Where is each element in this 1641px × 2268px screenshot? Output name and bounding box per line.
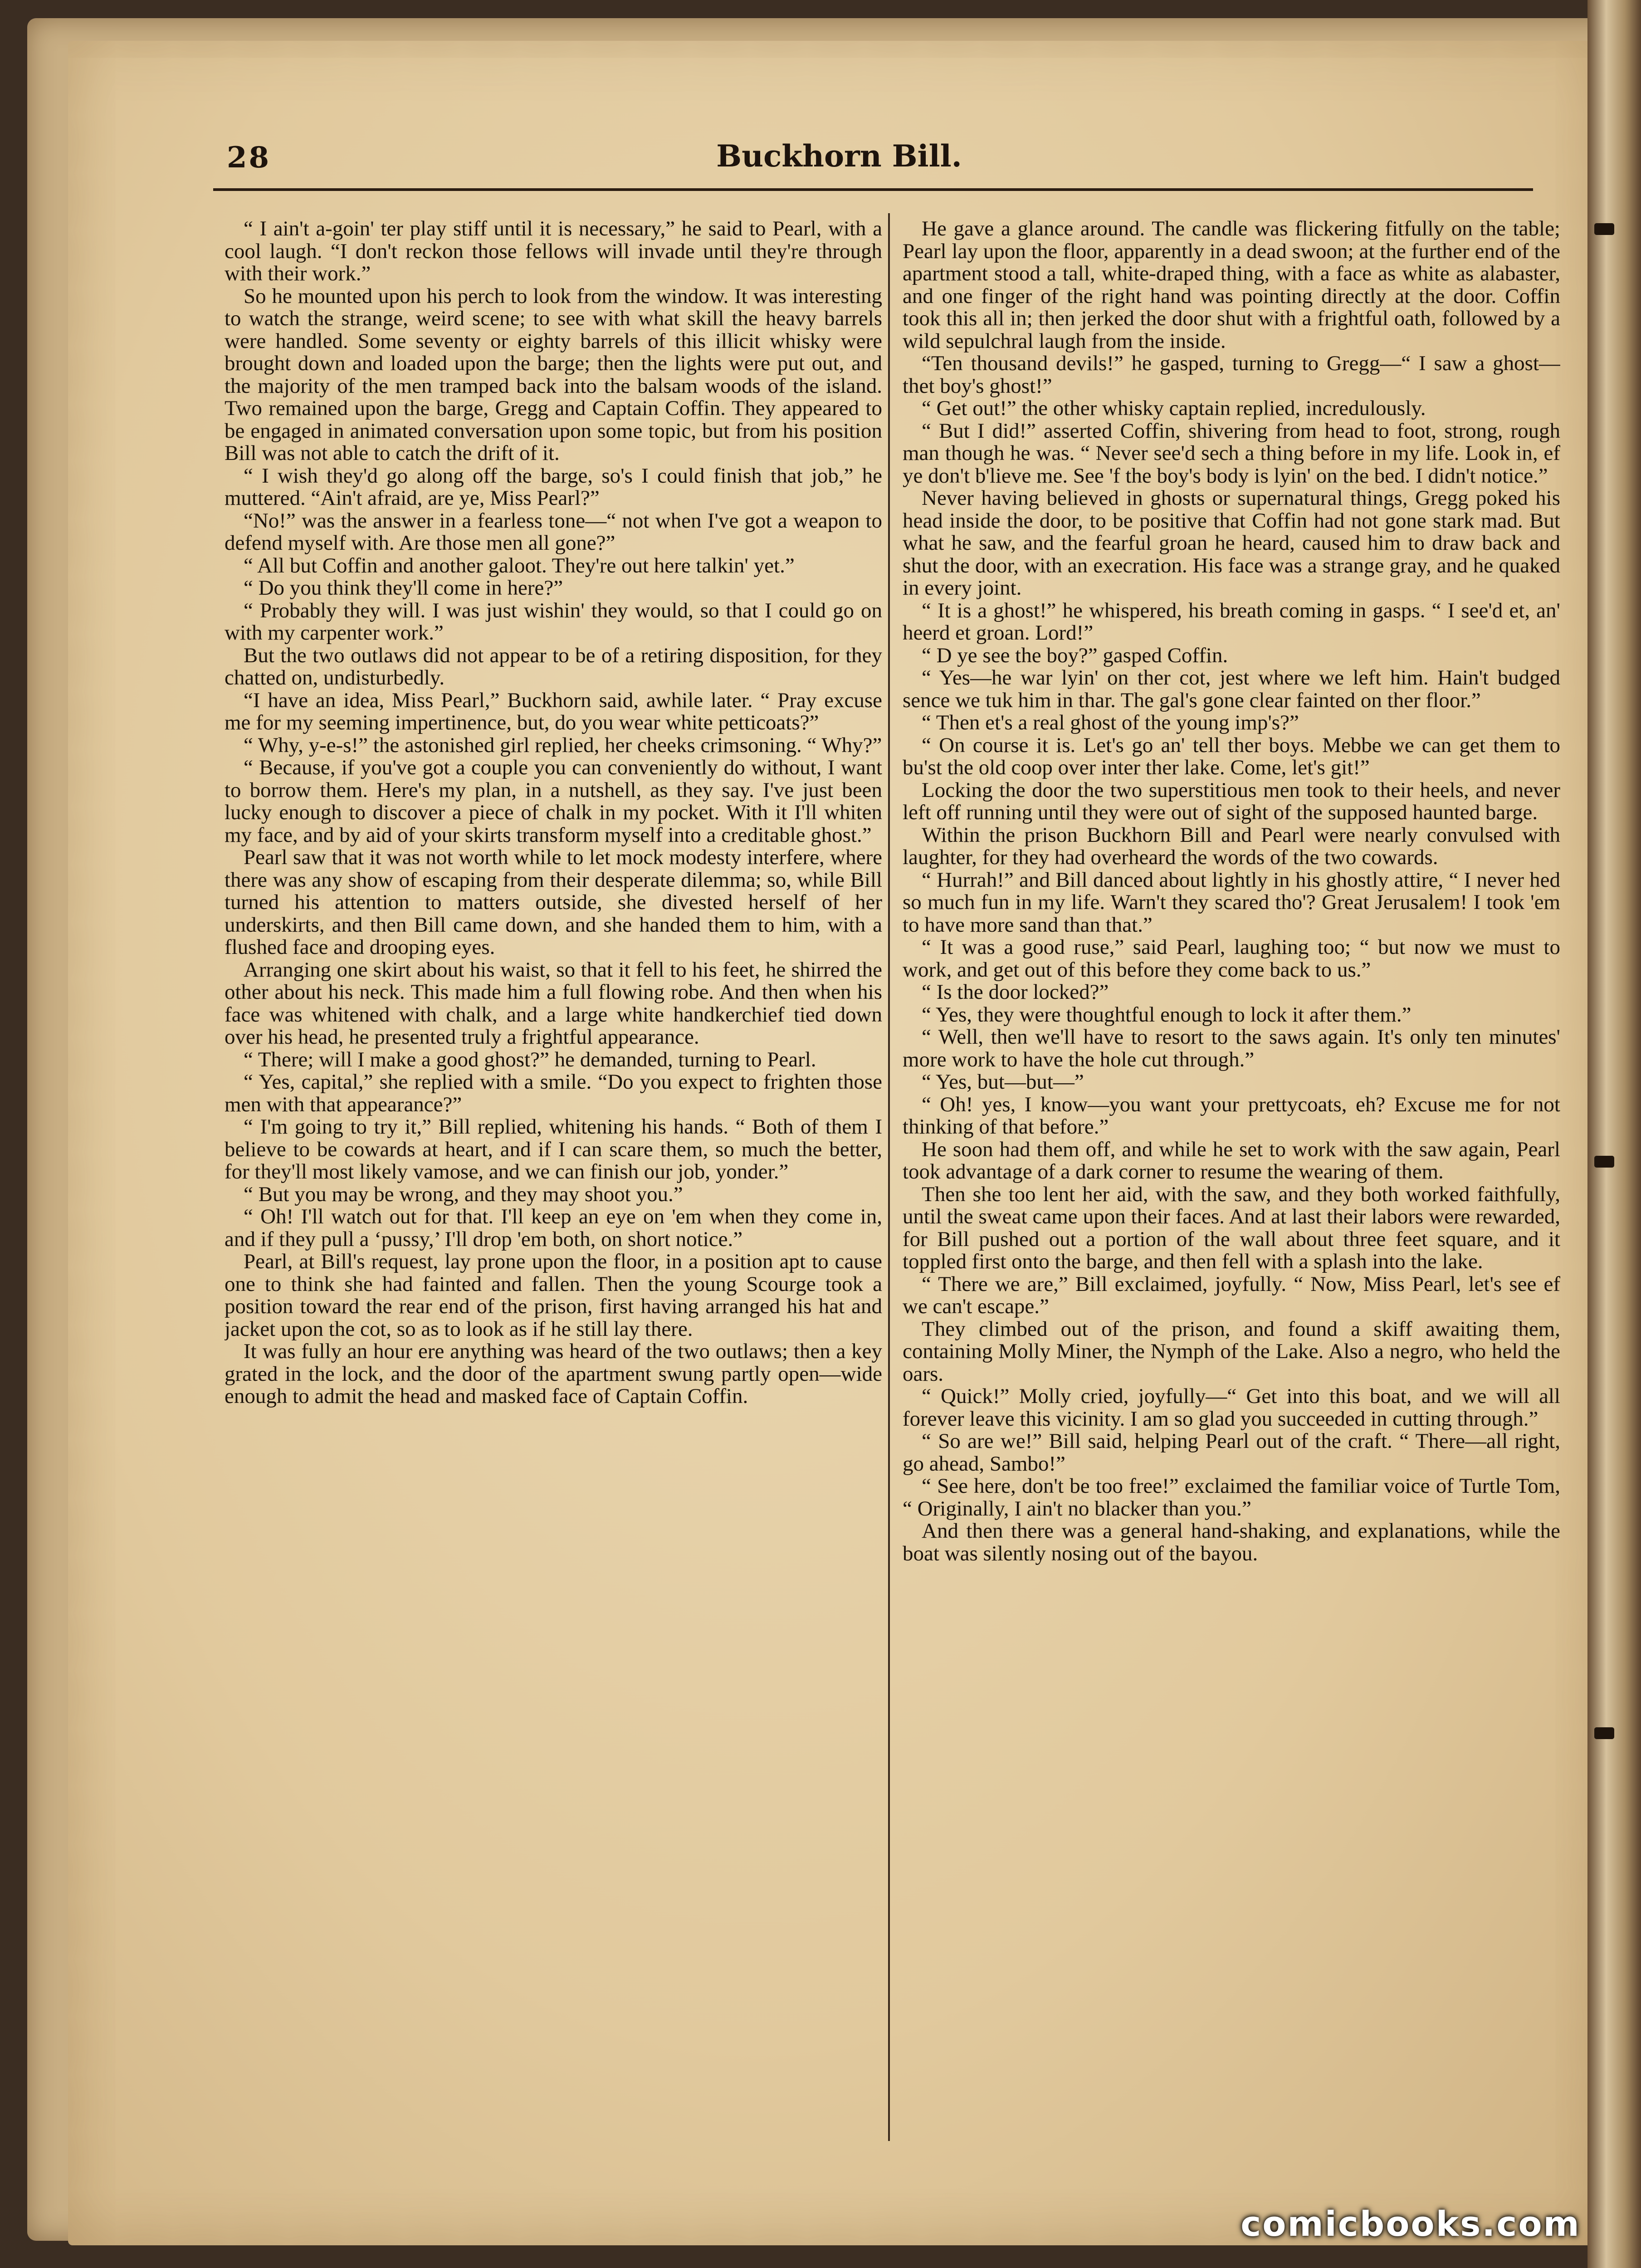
paragraph: “ There; will I make a good ghost?” he demanded, turning to Pearl. bbox=[244, 1047, 816, 1071]
paragraph: “ Quick!” Molly cried, joyfully—“ Get into this boat, and we will all forever leave this vicinity. I am so glad you succeeded in cutting through.” bbox=[903, 1384, 1560, 1431]
paragraph: Never having believed in ghosts or supernatural things, Gregg poked his head inside the door, to be positive that Coffin had not gone stark mad. But what he saw, and the fearful groan he heard, caused him to draw back and shut the door, with an execration. His face was a strange gray, and he quaked in every joint. bbox=[903, 486, 1560, 600]
paragraph: So he mounted upon his perch to look from the window. It was interesting to watch the strange, weird scene; to see with what skill the heavy barrels were handled. Some seventy or eighty barrels of this illicit whisky were brought down and loaded upon the barge; then the lights were put out, and the majority of the men tramped back into the balsam woods of the island. Two remained upon the barge, Gregg and Captain Coffin. They appeared to be engaged in animated conversation upon some topic, but from his position Bill was not able to catch the drift of it. bbox=[225, 284, 882, 465]
paragraph: Within the prison Buckhorn Bill and Pearl were nearly convulsed with laughter, for they had overheard the words of the two cowards. bbox=[903, 823, 1560, 869]
paragraph: “No!” was the answer in a fearless tone—“ not when I've got a weapon to defend myself with. Are those men all gone?” bbox=[225, 508, 882, 555]
paragraph: “Ten thousand devils!” he gasped, turning to Gregg—“ I saw a ghost—thet boy's ghost!” bbox=[903, 352, 1560, 398]
paragraph: “ Get out!” the other whisky captain replied, incredulously. bbox=[922, 396, 1426, 420]
paragraph: And then there was a general hand-shaking, and explanations, while the boat was silently nosing out of the bayou. bbox=[903, 1519, 1560, 1565]
paragraph: “ Probably they will. I was just wishin' they would, so that I could go on with my carpenter work.” bbox=[225, 598, 882, 645]
paragraph: “ So are we!” Bill said, helping Pearl out of the craft. “ There—all right, go ahead, Sambo!” bbox=[903, 1429, 1560, 1476]
paragraph: They climbed out of the prison, and found a skiff awaiting them, containing Molly Miner, the Nymph of the Lake. Also a negro, who held the oars. bbox=[903, 1317, 1560, 1386]
paragraph: But the two outlaws did not appear to be of a retiring disposition, for they chatted on, undisturbedly. bbox=[225, 643, 882, 689]
paragraph: “ D ye see the boy?” gasped Coffin. bbox=[922, 643, 1228, 667]
paragraph: Pearl saw that it was not worth while to let mock modesty interfere, where there was any show of escaping from their desperate dilemma; so, while Bill turned his attention to matters outside, she divested herself of her underskirts, and then Bill came down, and she handed them to him, with a flushed face and drooping eyes. bbox=[225, 846, 882, 959]
paragraph: “ Yes, they were thoughtful enough to lock it after them.” bbox=[922, 1002, 1411, 1026]
left-column bbox=[225, 218, 882, 2136]
binding-clip-icon bbox=[1594, 223, 1614, 235]
binding-clip-icon bbox=[1594, 1156, 1614, 1168]
paragraph: Arranging one skirt about his waist, so that it fell to his feet, he shirred the other about his neck. This made him a full flowing robe. And then when his face was whitened with chalk, and a large white handkerchief tied down over his head, he presented truly a frightful appearance. bbox=[225, 958, 882, 1049]
page-number: 28 bbox=[227, 141, 271, 175]
paragraph: “ It was a good ruse,” said Pearl, laughing too; “ but now we must to work, and get out of this before they come back to us.” bbox=[903, 935, 1560, 982]
paragraph: “ On course it is. Let's go an' tell ther boys. Mebbe we can get them to bu'st the old coop over inter ther lake. Come, let's git!” bbox=[903, 733, 1560, 779]
binding-gutter bbox=[1587, 0, 1641, 2268]
right-column bbox=[903, 218, 1560, 2136]
paragraph: “ I wish they'd go along off the barge, so's I could finish that job,” he muttered. “Ain't afraid, are ye, Miss Pearl?” bbox=[225, 464, 882, 510]
paragraph: “ Yes, capital,” she replied with a smile. “Do you expect to frighten those men with that appearance?” bbox=[225, 1070, 882, 1116]
paragraph: “ But I did!” asserted Coffin, shivering from head to foot, strong, rough man though he was. “ Never see'd sech a thing before in my life. Look in, ef ye don't b'lieve me. See 'f the boy's body is lyin' on the bed. I didn't notice.” bbox=[903, 419, 1560, 488]
running-head-title: Buckhorn Bill. bbox=[716, 138, 962, 174]
column-divider bbox=[888, 213, 890, 2141]
paragraph: “ Is the door locked?” bbox=[922, 980, 1109, 1004]
paragraph: “ Oh! I'll watch out for that. I'll keep an eye on 'em when they come in, and if they pull a ‘pussy,’ I'll drop 'em both, on short notice.” bbox=[225, 1205, 882, 1251]
paragraph: “ It is a ghost!” he whispered, his breath coming in gasps. “ I see'd et, an' heerd et groan. Lord!” bbox=[903, 598, 1560, 645]
paragraph: “ Well, then we'll have to resort to the saws again. It's only ten minutes' more work to have the hole cut through.” bbox=[903, 1025, 1560, 1071]
paragraph: “ See here, don't be too free!” exclaimed the familiar voice of Turtle Tom, “ Originally, I ain't no blacker than you.” bbox=[903, 1474, 1560, 1520]
paragraph: Then she too lent her aid, with the saw, and they both worked faithfully, until the sweat came upon their faces. And at last their labors were rewarded, for Bill pushed out a portion of the wall about three feet square, and it toppled first onto the barge, and then fell with a splash into the lake. bbox=[903, 1182, 1560, 1273]
paragraph: “ Why, y-e-s!” the astonished girl replied, her cheeks crimsoning. “ Why?” bbox=[244, 733, 882, 757]
paragraph: “ I ain't a-goin' ter play stiff until it is necessary,” he said to Pearl, with a cool laugh. “I don't reckon those fellows will invade until they're through with their work.” bbox=[225, 218, 882, 285]
paragraph: “ There we are,” Bill exclaimed, joyfully. “ Now, Miss Pearl, let's see ef we can't escape.” bbox=[903, 1272, 1560, 1318]
paragraph: He gave a glance around. The candle was flickering fitfully on the table; Pearl lay upon the floor, apparently in a dead swoon; at the further end of the apartment stood a tall, white-draped thing, with a face as white as alabaster, and one finger of the right hand was pointing directly at the door. Coffin took this all in; then jerked the door shut with a frightful oath, followed by a wild sepulchral laugh from the inside. bbox=[903, 218, 1560, 353]
paragraph: “ Yes, but—but—” bbox=[922, 1070, 1084, 1094]
paragraph: “ Yes—he war lyin' on ther cot, jest where we left him. Hain't budged sence we tuk him in thar. The gal's gone clear fainted on ther floor.” bbox=[903, 666, 1560, 712]
paragraph: “ Oh! yes, I know—you want your prettycoats, eh? Excuse me for not thinking of that before.” bbox=[903, 1092, 1560, 1139]
paragraph: “ All but Coffin and another galoot. They're out here talkin' yet.” bbox=[244, 553, 795, 577]
paragraph: “ Then et's a real ghost of the young imp's?” bbox=[922, 711, 1299, 734]
watermark: comicbooks.com bbox=[1241, 2204, 1581, 2244]
paragraph: Pearl, at Bill's request, lay prone upon the floor, in a position apt to cause one to think she had fainted and fallen. Then the young Scourge took a position toward the rear end of the prison, first having arranged his hat and jacket upon the cot, so as to look as if he still lay there. bbox=[225, 1250, 882, 1341]
header-rule bbox=[213, 188, 1533, 191]
paragraph: “ I'm going to try it,” Bill replied, whitening his hands. “ Both of them I believe to be cowards at heart, and if I can scare them, so much the better, for they'll most likely vamose, and we can finish our job, yonder.” bbox=[225, 1115, 882, 1183]
paragraph: “ Because, if you've got a couple you can conveniently do without, I want to borrow them. Here's my plan, in a nutshell, as they say. I've just been lucky enough to discover a piece of chalk in my pocket. With it I'll whiten my face, and by aid of your skirts transform myself into a creditable ghost.” bbox=[225, 756, 882, 847]
paragraph: “I have an idea, Miss Pearl,” Buckhorn said, awhile later. “ Pray excuse me for my seeming impertinence, but, do you wear white petticoats?” bbox=[225, 688, 882, 734]
binding-clip-icon bbox=[1594, 1727, 1614, 1739]
paragraph: “ Do you think they'll come in here?” bbox=[244, 576, 563, 600]
paragraph: It was fully an hour ere anything was heard of the two outlaws; then a key grated in the lock, and the door of the apartment swung partly open—wide enough to admit the head and masked face of Captain Coffin. bbox=[225, 1339, 882, 1408]
paragraph: Locking the door the two superstitious men took to their heels, and never left off running until they were out of sight of the supposed haunted barge. bbox=[903, 778, 1560, 824]
paragraph: “ Hurrah!” and Bill danced about lightly in his ghostly attire, “ I never hed so much fun in my life. Warn't they scared tho'? Great Jerusalem! I took 'em to have more sand than that.” bbox=[903, 868, 1560, 937]
paragraph: He soon had them off, and while he set to work with the saw again, Pearl took advantage of a dark corner to resume the wearing of them. bbox=[903, 1137, 1560, 1183]
paragraph: “ But you may be wrong, and they may shoot you.” bbox=[244, 1182, 683, 1206]
